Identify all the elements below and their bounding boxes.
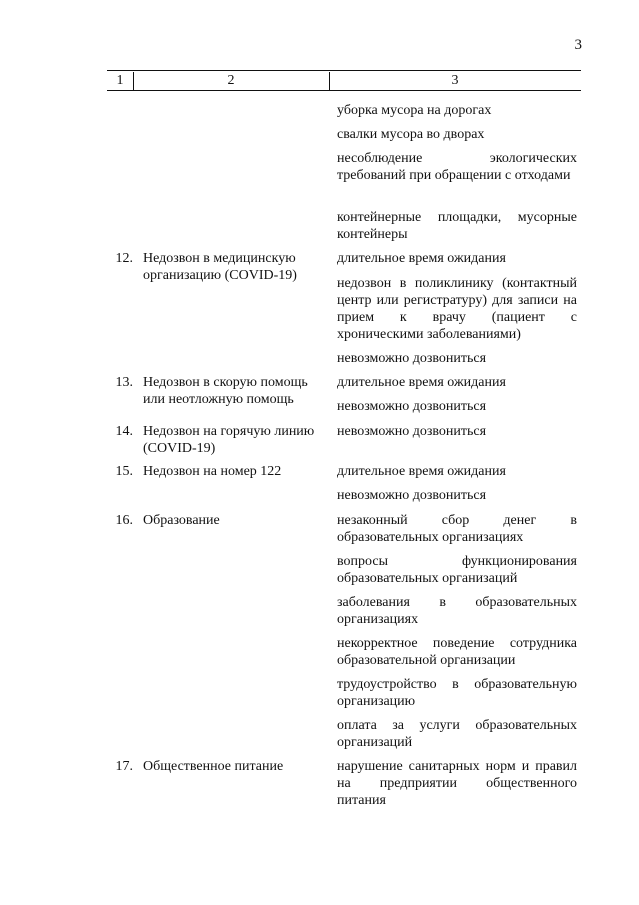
row-item: некорректное поведение сотрудника образовательной организации (337, 636, 577, 668)
row-topic: Общественное питание (143, 759, 284, 774)
header-bottom-rule (107, 90, 581, 91)
row-topic: Образование (143, 513, 220, 528)
carryover-item: уборка мусора на дорогах (337, 103, 492, 118)
row-number: 14. (115, 424, 133, 439)
row-number: 16. (115, 513, 133, 528)
row-item: оплата за услуги образовательных организаций (337, 718, 577, 750)
header-col-3: 3 (451, 73, 459, 88)
row-topic: Недозвон в медицинскую организацию (COVID-19) (143, 251, 297, 283)
header-col-2: 2 (227, 73, 235, 88)
row-topic: Недозвон на номер 122 (143, 464, 282, 479)
row-item: недозвон в поликлинику (контактный центр или регистратуру) для записи на прием к врачу (пациент с хроническими заболеваниями) (337, 276, 577, 342)
carryover-item: несоблюдение экологических требований при обращении с отходами (337, 151, 577, 183)
carryover-item: свалки мусора во дворах (337, 127, 485, 142)
row-number: 13. (115, 375, 133, 390)
carryover-item: контейнерные площадки, мусорные контейнеры (337, 210, 577, 242)
row-item: невозможно дозвониться (337, 488, 487, 503)
row-topic: Недозвон на горячую линию (COVID-19) (143, 424, 315, 456)
row-item: длительное время ожидания (337, 251, 506, 266)
row-number: 15. (115, 464, 133, 479)
row-item: невозможно дозвониться (337, 351, 487, 366)
row-item: трудоустройство в образовательную организацию (337, 677, 577, 709)
table-header (107, 70, 581, 91)
row-item: длительное время ожидания (337, 375, 506, 390)
row-number: 12. (115, 251, 133, 266)
header-top-rule (107, 70, 581, 71)
row-item: заболевания в образовательных организациях (337, 595, 577, 627)
row-item: длительное время ожидания (337, 464, 506, 479)
header-col-1: 1 (116, 73, 124, 88)
row-topic: Недозвон в скорую помощь или неотложную помощь (143, 375, 308, 407)
row-item: невозможно дозвониться (337, 399, 487, 414)
row-item: нарушение санитарных норм и правил на предприятии общественного питания (337, 759, 577, 808)
page-number: 3 (574, 37, 582, 53)
row-number: 17. (115, 759, 133, 774)
row-item: вопросы функционирования образовательных организаций (337, 554, 577, 586)
row-item: невозможно дозвониться (337, 424, 487, 439)
row-item: незаконный сбор денег в образовательных организациях (337, 513, 577, 545)
